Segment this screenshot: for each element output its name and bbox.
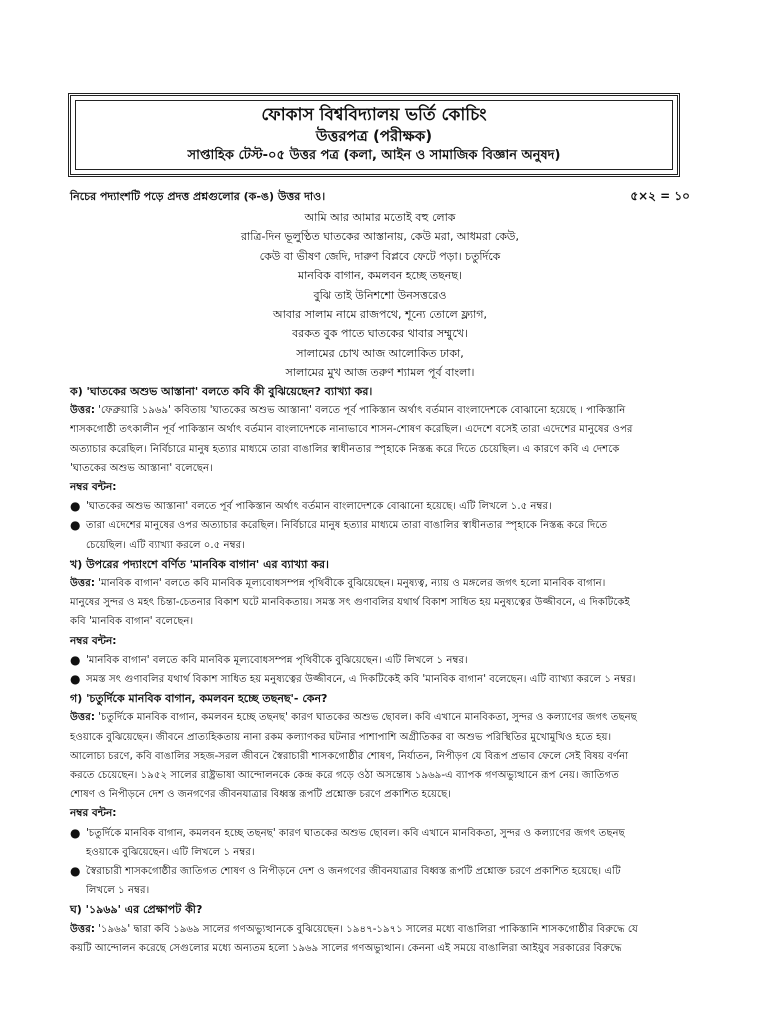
poem-line: সালামের মুখ আজ তরুণ শ্যামল পূর্ব বাংলা।	[285, 366, 475, 380]
answer-line: উত্তর: 'চতুর্দিকে মানবিক বাগান, কমলবন হচ্ছে তছনছ' কারণ ঘাতকের অশুভ ছোবল। কবি এখানে মানবিকতা, সুন্দর ও কল্যাণের জগৎ তছনছ	[70, 712, 637, 724]
poem-line: সালামের চোখ আজ আলোকিত ঢাকা,	[296, 346, 464, 360]
mark-bullet: ● 'চতুর্দিকে মানবিক বাগান, কমলবন হচ্ছে তছনছ' কারণ ঘাতকের অশুভ ছোবল। কবি এখানে মানবিকতা, সুন্দর ও কল্যাণের জগৎ তছনছ হওয়াকে বুঝিয়েছেন। এটি লিখলে ১ নম্বর।	[70, 825, 625, 858]
poem-line: বরকত বুক পাতে ঘাতকের থাবার সম্মুখে।	[292, 327, 468, 341]
distribution-label: নম্বর বন্টন:	[70, 634, 117, 647]
answer-line: হওয়াকে বুঝিয়েছেন। জীবনে প্রাত্যহিকতায় নানা রকম কল্যাণকর ঘটনার পাশাপাশি অগ্রীতিকর বা অশুভ পরিস্থিতির মুখোমুখিও হতে হয়।	[70, 731, 612, 743]
header-inner-frame	[75, 100, 673, 170]
bullet-dot-icon: ●	[70, 652, 81, 667]
qa-content	[70, 382, 710, 958]
header-box	[68, 93, 680, 177]
answer-line: অত্যাচার করেছিল। নির্বিচারে মানুষ হত্যার মাধ্যমে তারা বাঙালির স্বাধীনতার স্পৃহাকে নিস্তব্ধ করে দিতে চেয়েছিল। এ কারণে কবি এ দেশকে	[70, 443, 620, 455]
poem-line: আবার সালাম নামে রাজপথে, শূন্যে তোলে ফ্ল্যাগ,	[273, 308, 487, 322]
answer-line: শাসকগোষ্ঠী তৎকালীন পূর্ব পাকিস্তান অর্থাৎ বর্তমান বাংলাদেশকে নানাভাবে শাসন-শোষণ করেছিল। এদেশে বসেই তারা এদেশের মানুষের ওপর	[70, 424, 633, 436]
answer-line: শোষণ ও নিপীড়নে দেশ ও জনগণের জীবনযাত্রার বিধ্বস্ত রূপটি প্রশ্নোক্ত চরণে প্রকাশিত হয়েছে।	[70, 789, 451, 801]
bullet-dot-icon: ●	[70, 864, 81, 879]
poem-block	[150, 208, 610, 383]
poem-line: বুঝি তাই উনিশশো উনসত্তরেও	[313, 288, 447, 302]
answer-line: 'ঘাতকের অশুভ আস্তানা' বলেছেন।	[70, 462, 213, 474]
bullet-dot-icon: ●	[70, 672, 81, 687]
answer-label: উত্তর:	[70, 578, 95, 590]
poem-line: রাত্রি-দিন ভূলুণ্ঠিত ঘাতকের আস্তানায়, কেউ মরা, আধমরা কেউ,	[240, 230, 520, 244]
poem-line: মানবিক বাগান, কমলবন হচ্ছে তছনছ।	[298, 269, 462, 283]
test-title: সাপ্তাহিক টেস্ট-০৫ উত্তর পত্র (কলা, আইন ও সামাজিক বিজ্ঞান অনুষদ)	[187, 148, 561, 163]
answer-line: উত্তর: 'ফেব্রুয়ারি ১৯৬৯' কবিতায় 'ঘাতকের অশুভ আস্তানা' বলতে পূর্ব পাকিস্তান অর্থাৎ বর্তমান বাংলাদেশকে বোঝানো হয়েছে । পাকিস্তানি	[70, 405, 626, 417]
mark-bullet: ● তারা এদেশের মানুষের ওপর অত্যাচার করেছিল। নির্বিচারে মানুষ হত্যার মাধ্যমে তারা বাঙালির স্বাধীনতার স্পৃহাকে নিস্তব্ধ করে দিতে চেয়েছিল। এটি ব্যাখ্যা করলে ০.৫ নম্বর।	[70, 518, 608, 551]
bullet-dot-icon: ●	[70, 499, 81, 514]
answer-line: আলোচ্য চরণে, কবি বাঙালির সহজ-সরল জীবনে স্বৈরাচারী শাসকগোষ্ঠীর শোষণ, নির্যাতন, নিপীড়ণ যে বিরূপ প্রভাব ফেলে সেই বিষয় বর্ণনা	[70, 750, 629, 762]
coaching-title: ফোকাস বিশ্ববিদ্যালয় ভর্তি কোচিং	[261, 105, 487, 125]
answer-label: উত্তর:	[70, 712, 95, 724]
distribution-label: নম্বর বন্টন:	[70, 481, 117, 494]
question-gha: ঘ) '১৯৬৯' এর প্রেক্ষাপট কী?	[70, 903, 203, 917]
bullet-dot-icon: ●	[70, 825, 81, 840]
answer-ga	[70, 708, 710, 804]
poem-line: আমি আর আমার মতোই বহু লোক	[304, 211, 456, 224]
answer-ka	[70, 401, 710, 478]
answer-line: উত্তর: '১৯৬৯' দ্বারা কবি ১৯৬৯ সালের গণঅভ্যুত্থানকে বুঝিয়েছেন। ১৯৪৭-১৯৭১ সালের মধ্যে বাঙালিরা পাকিস্তানি শাসকগোষ্ঠীর বিরুদ্ধে যে	[70, 923, 638, 935]
instruction-row	[70, 188, 690, 206]
bullet-dot-icon: ●	[70, 518, 81, 533]
mark-bullet: ● 'মানবিক বাগান' বলতে কবি মানবিক মূল্যবোধসম্পন্ন পৃথিবীকে বুঝিয়েছেন। এটি লিখলে ১ নম্বর।	[70, 651, 710, 670]
poem-line: কেউ বা ভীষণ জেদি, দারুণ বিপ্লবে ফেটে পড়া। চতুর্দিকে	[259, 249, 501, 263]
question-ka: ক) 'ঘাতকের অশুভ আস্তানা' বলতে কবি কী বুঝিয়েছেন? ব্যাখ্যা কর।	[70, 385, 373, 398]
question-ga: গ) 'চতুর্দিকে মানবিক বাগান, কমলবন হচ্ছে তছনছ'- কেন?	[70, 692, 328, 706]
distribution-label: নম্বর বন্টন:	[70, 807, 117, 820]
question-kha: খ) উপরের পদ্যাংশে বর্ণিত 'মানবিক বাগান' এর ব্যাখ্যা কর।	[70, 557, 329, 571]
mark-bullet: ● সমস্ত সৎ গুণাবলির যথার্থ বিকাশ সাধিত হয় মনুষ্যত্বের উজ্জীবনে, এ দিকটিকেই কবি 'মানবিক বাগান' বলেছেন। এটি ব্যাখ্যা করলে ১ নম্বর।	[70, 670, 710, 689]
total-marks: ৫×২ = ১০	[630, 189, 690, 203]
answer-label: উত্তর:	[70, 405, 95, 417]
instruction-text: নিচের পদ্যাংশটি পড়ে প্রদত্ত প্রশ্নগুলোর (ক-ঙ) উত্তর দাও।	[70, 190, 326, 203]
answer-line: মানুষের সুন্দর ও মহৎ চিন্তা-চেতনার বিকাশ ঘটে মানবিকতায়। সমস্ত সৎ গুণাবলির যথার্থ বিকাশ সাধিত হয় মনুষ্যত্বের উজ্জীবনে, এ দিকটিকেই	[70, 597, 630, 609]
answer-line: কবি 'মানবিক বাগান' বলেছেন।	[70, 616, 194, 628]
answer-line: উত্তর: 'মানবিক বাগান' বলতে কবি মানবিক মূল্যবোধসম্পন্ন পৃথিবীকে বুঝিয়েছেন। মনুষ্যত্ব, ন্যায় ও মঙ্গলের জগৎ হলো মানবিক বাগান।	[70, 578, 606, 590]
answer-line: করতে চেয়েছেন। ১৯৫২ সালের রাষ্ট্রভাষা আন্দোলনকে কেন্দ্র করে গড়ে ওঠা অসন্তোষ ১৯৬৯-এ ব্যাপক গণঅভ্যুত্থানে রূপ নেয়। জাতিগত	[70, 770, 619, 782]
answer-label: উত্তর:	[70, 923, 95, 935]
answer-kha	[70, 574, 710, 632]
answer-sheet-subtitle: উত্তরপত্র (পরীক্ষক)	[315, 127, 433, 145]
answer-line: কয়টি আন্দোলন করেছে সেগুলোর মধ্যে অন্যতম হলো ১৯৬৯ সালের গণঅভ্যুত্থান। কেননা এই সময়ে বাঙালিরা আইয়ুব সরকারের বিরুদ্ধে	[70, 942, 622, 954]
answer-gha	[70, 920, 710, 958]
mark-bullet: ● স্বৈরাচারী শাসকগোষ্ঠীর জাতিগত শোষণ ও নিপীড়নে দেশ ও জনগণের জীবনযাত্রার বিধ্বস্ত রূপটি প্রশ্নোক্ত চরণে প্রকাশিত হয়েছে। এটি লিখলে ১ নম্বর।	[70, 864, 621, 897]
mark-bullet: ● 'ঘাতকের অশুভ আস্তানা' বলতে পূর্ব পাকিস্তান অর্থাৎ বর্তমান বাংলাদেশকে বোঝানো হয়েছে। এটি লিখলে ১.৫ নম্বর।	[70, 497, 710, 516]
